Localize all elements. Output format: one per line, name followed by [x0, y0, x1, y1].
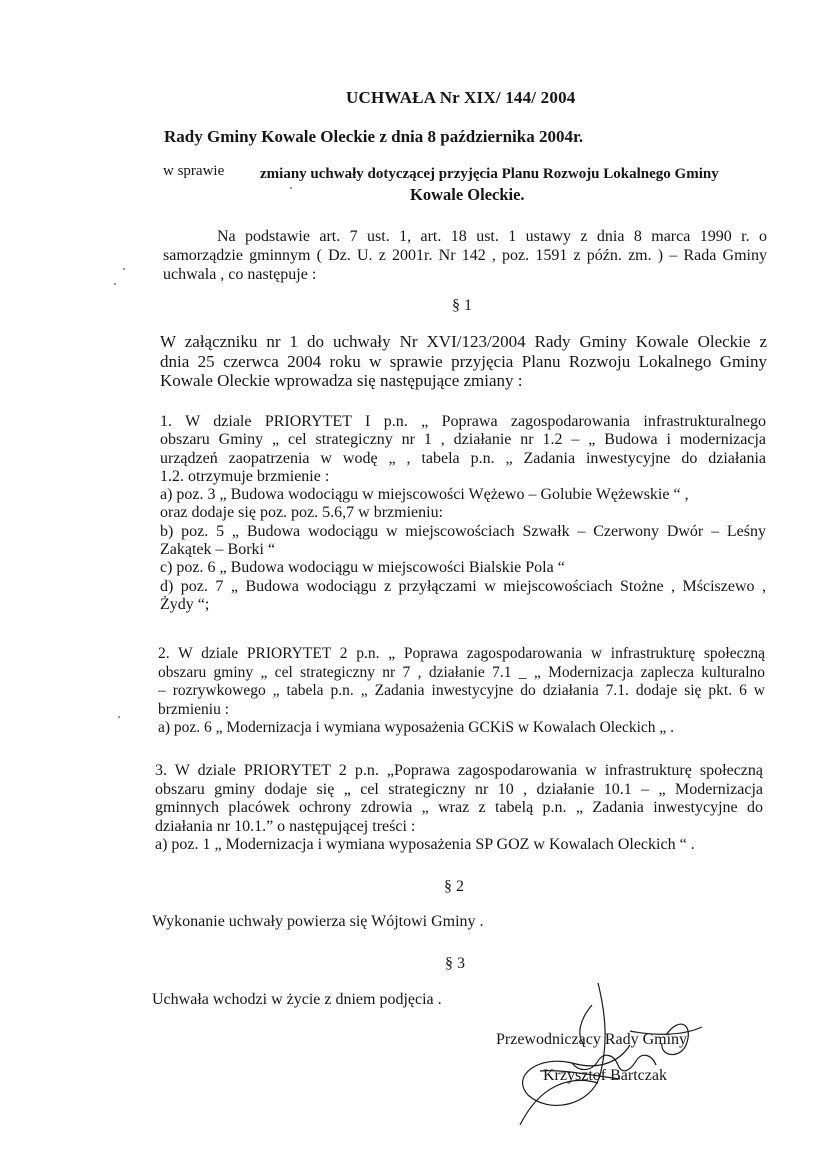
document-title: UCHWAŁA Nr XIX/ 144/ 2004 [346, 88, 576, 107]
point-2-line: obszaru gminy „ cel strategiczny nr 7 , działanie 7.1 _ „ Modernizacja zaplecza kulturalno [158, 663, 765, 681]
point-1-line: 1. W dziale PRIORYTET I p.n. „ Poprawa zagospodarowania infrastrukturalnego [160, 413, 766, 430]
point-3 [155, 762, 763, 855]
point-1-line: b) poz. 5 „ Budowa wodociągu w miejscowościach Szwałk – Czerwony Dwór – Leśny [160, 522, 766, 540]
point-3-line: 3. W dziale PRIORYTET 2 p.n. „Poprawa zagospodarowania w infrastrukturę społeczną [155, 762, 763, 779]
point-3-line: działania nr 10.1.” o następującej treści : [155, 817, 416, 835]
preamble-line: uchwala , co następuje : [163, 266, 317, 283]
point-1-line: c) poz. 6 „ Budowa wodociągu w miejscowości Bialskie Pola “ [160, 559, 565, 577]
section-1-intro [160, 332, 767, 391]
scan-speck [290, 187, 292, 189]
intro-line: W załączniku nr 1 do uchwały Nr XVI/123/2004 Rady Gminy Kowale Oleckie z [160, 332, 767, 351]
point-1-line: 1.2. otrzymuje brzmienie : [160, 467, 330, 485]
handwritten-signature [480, 975, 740, 1125]
point-1-line: Zakątek – Borki “ [160, 541, 276, 559]
point-3-line: obszaru gminy dodaje się „ cel strategiczny nr 10 , działanie 10.1 – „ Modernizacja [155, 780, 763, 798]
point-1-line: obszaru Gminy „ cel strategiczny nr 1 , działanie nr 1.2 – „ Budowa i modernizacja [160, 431, 766, 449]
intro-line: Kowale Oleckie wprowadza się następujące zmiany : [160, 371, 523, 390]
point-1-line: oraz dodaje się poz. poz. 5.6,7 w brzmieniu: [160, 504, 444, 522]
point-1-line: Żydy “; [160, 595, 210, 613]
point-1-line: a) poz. 3 „ Budowa wodociągu w miejscowości Wężewo – Golubie Wężewskie “ , [160, 486, 689, 504]
section-3-text: Uchwała wchodzi w życie z dniem podjęcia . [152, 991, 442, 1008]
point-2-line: – rozrywkowego „ tabela p.n. „ Zadania inwestycyjne do działania 7.1. dodaje się pkt. 6 w [158, 682, 765, 699]
point-1-line: urządzeń zaopatrzenia w wodę „ , tabela p.n. „ Zadania inwestycyjne do działania [160, 449, 766, 467]
point-3-line: gminnych placówek ochrony zdrowia „ wraz z tabelą p.n. „ Zadania inwestycyjne do [155, 799, 763, 816]
scan-speck [118, 716, 120, 718]
preamble [163, 227, 767, 284]
section-3-mark: § 3 [445, 955, 465, 972]
preamble-line: Na podstawie art. 7 ust. 1, art. 18 ust. 1 ustawy z dnia 8 marca 1990 r. o [217, 228, 767, 245]
point-1-line: d) poz. 7 „ Budowa wodociągu z przyłączami w miejscowościach Stożne , Mściszewo , [160, 577, 766, 595]
signature-role: Przewodniczący Rady Gminy [496, 1031, 688, 1048]
document-subtitle: Rady Gminy Kowale Oleckie z dnia 8 października 2004r. [164, 127, 584, 146]
scan-speck [114, 283, 116, 285]
point-2-line: a) poz. 6 „ Modernizacja i wymiana wyposażenia GCKiS w Kowalach Oleckich „ . [158, 719, 675, 736]
intro-line: dnia 25 czerwca 2004 roku w sprawie przyjęcia Planu Rozwoju Lokalnego Gminy [160, 351, 767, 371]
point-2 [158, 645, 765, 738]
preamble-line: samorządzie gminnym ( Dz. U. z 2001r. Nr 142 , poz. 1591 z późn. zm. ) – Rada Gminy [163, 247, 767, 264]
point-3-line: a) poz. 1 „ Modernizacja i wymiana wyposażenia SP GOZ w Kowalach Oleckich “ . [155, 836, 695, 853]
subject-label: w sprawie [163, 163, 225, 179]
point-2-line: brzmieniu : [158, 700, 230, 718]
point-1 [160, 413, 766, 614]
section-2-text: Wykonanie uchwały powierza się Wójtowi Gminy . [152, 913, 484, 930]
subject-line-1: zmiany uchwały dotyczącej przyjęcia Planu Rozwoju Lokalnego Gminy [260, 166, 719, 182]
scan-speck [123, 268, 125, 270]
section-2-mark: § 2 [444, 878, 464, 895]
signature-name: Krzysztof Bartczak [543, 1067, 667, 1084]
section-1-mark: § 1 [452, 297, 472, 314]
subject-line-2: Kowale Oleckie. [410, 185, 525, 204]
point-2-line: 2. W dziale PRIORYTET 2 p.n. „ Poprawa zagospodarowania w infrastrukturę społeczną [158, 645, 765, 662]
